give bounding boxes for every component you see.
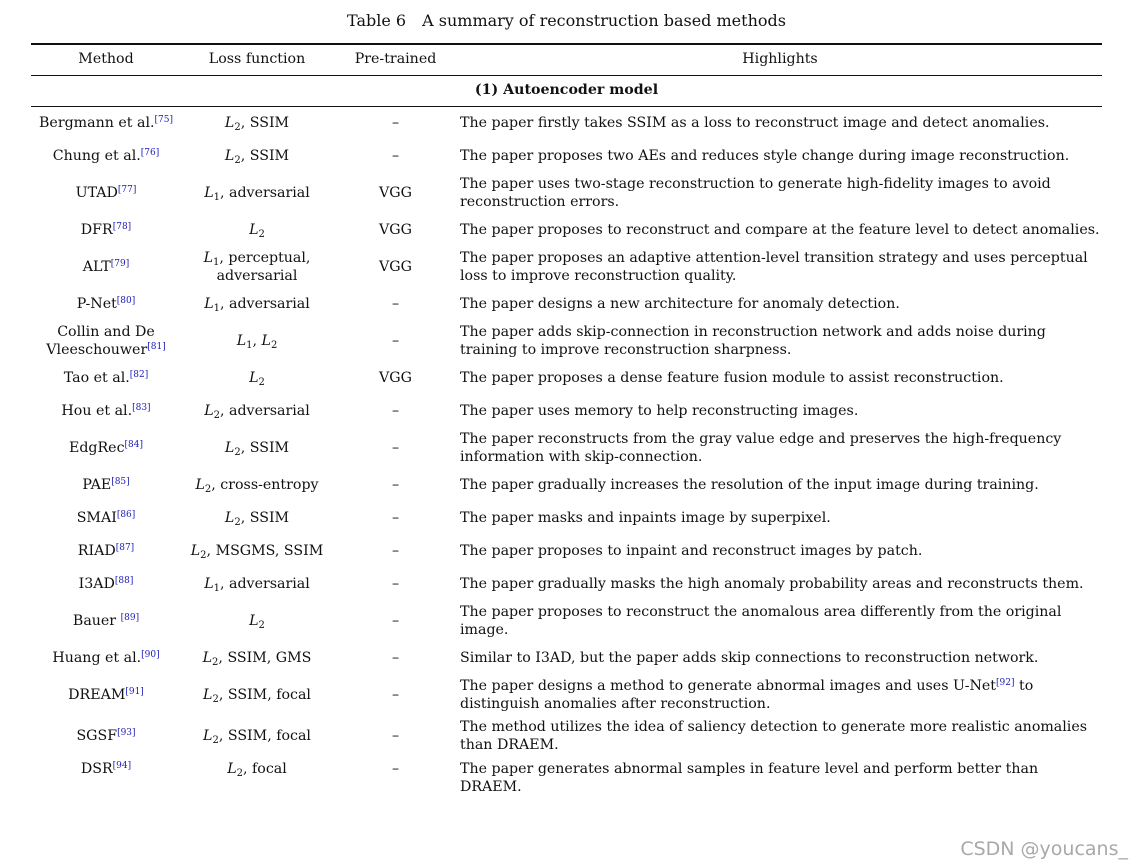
- citation-ref: [84]: [124, 439, 144, 450]
- citation-ref: [75]: [154, 114, 173, 125]
- highlights-cell: The paper proposes two AEs and reduces style change during image reconstruction.: [460, 147, 1070, 164]
- table-row: [31, 568, 1102, 601]
- highlights-cell: Similar to I3AD, but the paper adds skip connections to reconstruction network.: [460, 649, 1039, 666]
- method-cell: Tao et al.[82]: [63, 369, 149, 386]
- method-cell: SGSF[93]: [76, 727, 136, 744]
- pretrained-cell: –: [391, 612, 400, 629]
- loss-cell: $L_2$, focal: [227, 761, 287, 779]
- highlights-cell: The paper proposes a dense feature fusion module to assist reconstruction.: [460, 369, 1004, 386]
- loss-cell: $L_2$: [249, 221, 265, 240]
- citation-ref: [87]: [115, 542, 135, 553]
- pretrained-cell: VGG: [379, 369, 412, 386]
- method-cell: Bergmann et al.[75]: [39, 114, 173, 131]
- table-title: A summary of reconstruction based methods: [422, 11, 786, 30]
- citation-ref: [78]: [112, 221, 132, 232]
- method-cell: Hou et al.[83]: [61, 402, 151, 419]
- citation-ref: [85]: [111, 476, 130, 487]
- pretrained-cell: –: [391, 649, 400, 666]
- pretrained-cell: –: [391, 476, 400, 493]
- method-cell: Chung et al.[76]: [52, 147, 160, 164]
- citation-ref: [94]: [112, 761, 132, 771]
- method-cell: DSR[94]: [80, 761, 132, 777]
- highlights-cell: The paper proposes to reconstruct the anomalous area differently from the original image.: [460, 604, 1062, 638]
- loss-cell: $L_2$: [249, 369, 265, 388]
- pretrained-cell: –: [391, 295, 400, 312]
- loss-cell: $L_2$, SSIM: [224, 439, 290, 458]
- method-cell: DFR[78]: [80, 221, 132, 238]
- table-row: [31, 716, 1102, 757]
- header-row: [31, 44, 1102, 76]
- highlights-cell: The paper designs a new architecture for anomaly detection.: [460, 295, 900, 312]
- method-cell: I3AD[88]: [78, 575, 134, 592]
- header-method: Method: [31, 44, 181, 76]
- highlights-cell: The paper gradually increases the resolution of the input image during training.: [460, 476, 1039, 493]
- loss-cell: $L_2$, cross-entropy: [195, 476, 319, 495]
- table-row: [31, 601, 1102, 642]
- method-cell: RIAD[87]: [77, 542, 135, 559]
- table-row: [31, 140, 1102, 173]
- citation-ref: [81]: [147, 341, 166, 352]
- citation-ref: [80]: [116, 295, 136, 306]
- citation-ref: [82]: [129, 369, 149, 380]
- table-row: [31, 288, 1102, 321]
- table-row: [31, 469, 1102, 502]
- method-cell: UTAD[77]: [75, 184, 137, 201]
- table-row: [31, 321, 1102, 362]
- highlights-cell: The paper masks and inpaints image by superpixel.: [460, 509, 831, 526]
- highlights-cell: The method utilizes the idea of saliency detection to generate more realistic anomalies than DRAEM.: [460, 719, 1088, 753]
- pretrained-cell: –: [391, 147, 400, 164]
- loss-cell: $L_2$: [249, 612, 265, 631]
- pretrained-cell: –: [391, 509, 400, 526]
- pretrained-cell: –: [391, 114, 400, 131]
- table-caption: [0, 11, 1133, 30]
- header-pretrained: Pre-trained: [333, 44, 458, 76]
- pretrained-cell: VGG: [379, 221, 412, 238]
- loss-cell: $L_1$, perceptual, adversarial: [203, 250, 311, 284]
- highlights-cell: The paper proposes to reconstruct and compare at the feature level to detect anomalies.: [460, 221, 1100, 238]
- pretrained-cell: –: [391, 332, 400, 349]
- pretrained-cell: –: [391, 727, 400, 744]
- loss-cell: $L_2$, SSIM: [224, 509, 290, 528]
- highlights-cell: The paper proposes an adaptive attention-level transition strategy and uses perceptual loss to improve reconstruction quality.: [460, 250, 1088, 284]
- loss-cell: $L_2$, SSIM, focal: [203, 686, 311, 705]
- loss-cell: $L_1$, $L_2$: [236, 332, 278, 351]
- pretrained-cell: –: [391, 575, 400, 592]
- method-cell: PAE[85]: [82, 476, 130, 493]
- citation-ref: [83]: [132, 402, 151, 413]
- table-body: [31, 107, 1102, 806]
- highlights-cell: The paper uses memory to help reconstructing images.: [460, 402, 859, 419]
- citation-ref: [90]: [141, 649, 160, 660]
- citation-ref: [77]: [117, 184, 137, 195]
- pretrained-cell: VGG: [379, 184, 412, 201]
- table-row: [31, 362, 1102, 395]
- header-loss: Loss function: [181, 44, 333, 76]
- method-cell: Collin and De Vleeschouwer[81]: [46, 324, 166, 358]
- highlights-cell: The paper generates abnormal samples in feature level and perform better than DRAEM.: [460, 761, 1039, 795]
- table-row: [31, 675, 1102, 716]
- citation-ref: [86]: [116, 509, 136, 520]
- pretrained-cell: –: [391, 761, 400, 777]
- loss-cell: $L_2$, SSIM: [224, 114, 290, 133]
- highlights-cell: The paper adds skip-connection in reconstruction network and adds noise during training to improve reconstruction sharpness.: [460, 324, 1046, 358]
- pretrained-cell: VGG: [379, 258, 412, 275]
- header-highlights: Highlights: [458, 44, 1102, 76]
- highlights-cell: The paper uses two-stage reconstruction to generate high-fidelity images to avoid reconstruction errors.: [460, 176, 1051, 210]
- table-row: [31, 214, 1102, 247]
- citation-ref: [89]: [120, 612, 140, 623]
- method-cell: Huang et al.[90]: [52, 649, 160, 666]
- pretrained-cell: –: [391, 402, 400, 419]
- loss-cell: $L_1$, adversarial: [204, 295, 310, 314]
- table-row: [31, 535, 1102, 568]
- citation-ref: [93]: [117, 727, 136, 738]
- table-number: Table 6: [347, 11, 407, 30]
- pretrained-cell: –: [391, 542, 400, 559]
- loss-cell: $L_2$, adversarial: [204, 402, 310, 421]
- table-row: [31, 395, 1102, 428]
- citation-ref: [88]: [114, 575, 134, 586]
- section-title: (1) Autoencoder model: [31, 76, 1102, 107]
- highlights-cell: The paper firstly takes SSIM as a loss to reconstruct image and detect anomalies.: [460, 114, 1050, 131]
- citation-ref: [79]: [110, 258, 130, 269]
- method-cell: P-Net[80]: [76, 295, 136, 312]
- loss-cell: $L_2$, SSIM, GMS: [202, 649, 312, 668]
- section-row: [31, 76, 1102, 107]
- table-row: [31, 173, 1102, 214]
- table-row: [31, 107, 1102, 141]
- loss-cell: $L_1$, adversarial: [204, 575, 310, 594]
- loss-cell: $L_2$, SSIM, focal: [203, 727, 311, 746]
- pretrained-cell: –: [391, 439, 400, 456]
- loss-cell: $L_2$, MSGMS, SSIM: [190, 542, 324, 561]
- highlights-cell: The paper proposes to inpaint and reconstruct images by patch.: [460, 542, 923, 559]
- method-cell: SMAI[86]: [76, 509, 136, 526]
- method-cell: ALT[79]: [82, 258, 130, 275]
- citation-ref: [91]: [125, 686, 144, 697]
- method-cell: DREAM[91]: [68, 686, 144, 703]
- methods-table: [31, 43, 1102, 805]
- method-cell: Bauer [89]: [72, 612, 140, 629]
- highlights-cell: The paper gradually masks the high anomaly probability areas and reconstructs them.: [460, 575, 1084, 592]
- table-row: [31, 642, 1102, 675]
- table-row: [31, 757, 1102, 805]
- table-row: [31, 247, 1102, 288]
- highlights-cell: The paper designs a method to generate abnormal images and uses U-Net[92] to distinguish anomalies after reconstruction.: [460, 678, 1034, 712]
- watermark: CSDN @youcans_: [960, 838, 1128, 860]
- highlights-cell: The paper reconstructs from the gray value edge and preserves the high-frequency information with skip-connection.: [460, 431, 1062, 465]
- pretrained-cell: –: [391, 686, 400, 703]
- table-row: [31, 502, 1102, 535]
- citation-ref: [92]: [996, 678, 1015, 688]
- table-row: [31, 428, 1102, 469]
- method-cell: EdgRec[84]: [68, 439, 144, 456]
- loss-cell: $L_2$, SSIM: [224, 147, 290, 166]
- citation-ref: [76]: [140, 147, 160, 158]
- loss-cell: $L_1$, adversarial: [204, 184, 310, 203]
